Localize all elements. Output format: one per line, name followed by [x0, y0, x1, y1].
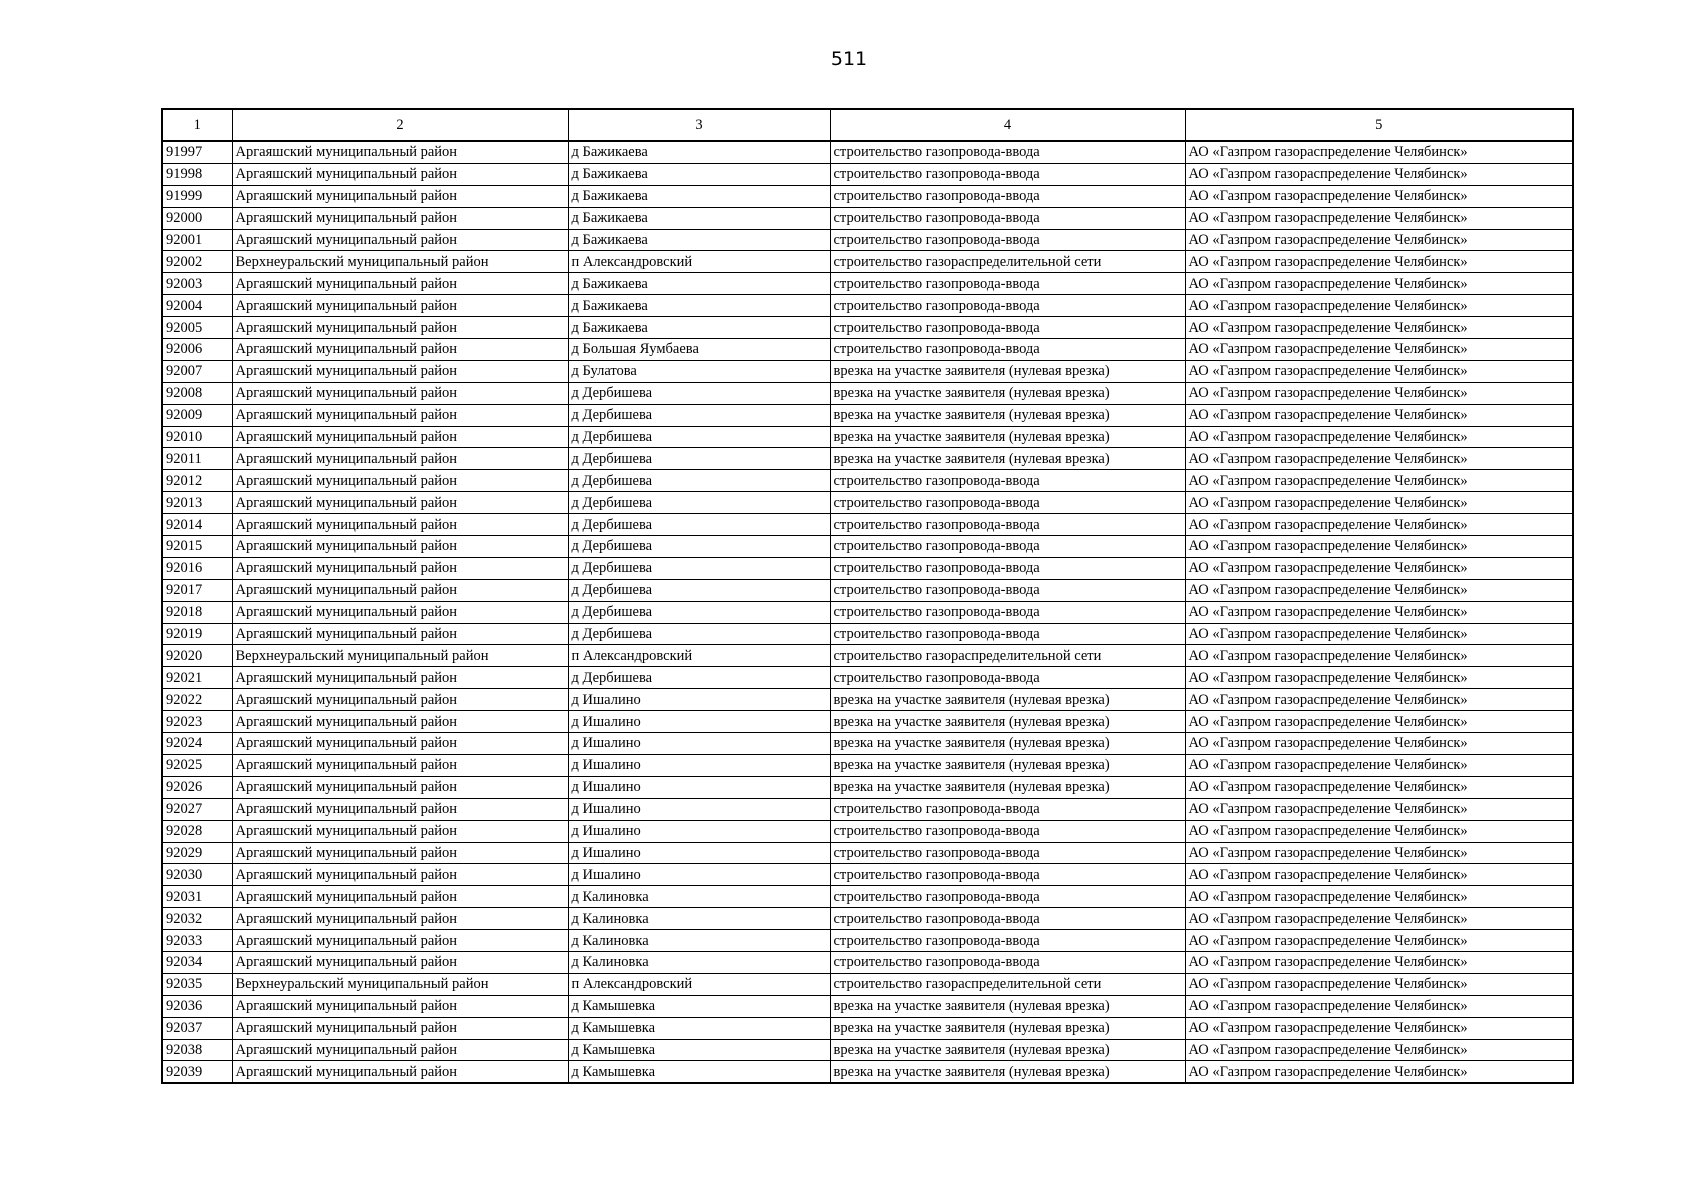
table-row — [162, 382, 1573, 404]
cell-settlement: д Ишалино — [568, 711, 830, 733]
table-body — [162, 141, 1573, 1083]
cell-number: 92013 — [162, 492, 232, 514]
cell-district: Аргаяшский муниципальный район — [232, 207, 568, 229]
cell-number: 92032 — [162, 908, 232, 930]
cell-organization: АО «Газпром газораспределение Челябинск» — [1185, 317, 1573, 339]
cell-work-type: врезка на участке заявителя (нулевая врезка) — [830, 711, 1185, 733]
cell-work-type: строительство газопровода-ввода — [830, 295, 1185, 317]
table-row — [162, 317, 1573, 339]
table-row — [162, 711, 1573, 733]
cell-number: 92027 — [162, 798, 232, 820]
table-row — [162, 951, 1573, 973]
cell-work-type: врезка на участке заявителя (нулевая врезка) — [830, 733, 1185, 755]
table-row — [162, 579, 1573, 601]
cell-district: Аргаяшский муниципальный район — [232, 1017, 568, 1039]
cell-district: Аргаяшский муниципальный район — [232, 360, 568, 382]
cell-organization: АО «Газпром газораспределение Челябинск» — [1185, 842, 1573, 864]
cell-work-type: врезка на участке заявителя (нулевая врезка) — [830, 382, 1185, 404]
cell-number: 92006 — [162, 339, 232, 361]
table-row — [162, 601, 1573, 623]
cell-district: Верхнеуральский муниципальный район — [232, 973, 568, 995]
cell-organization: АО «Газпром газораспределение Челябинск» — [1185, 229, 1573, 251]
table-row — [162, 623, 1573, 645]
cell-number: 92036 — [162, 995, 232, 1017]
cell-settlement: д Дербишева — [568, 382, 830, 404]
table-row — [162, 404, 1573, 426]
cell-organization: АО «Газпром газораспределение Челябинск» — [1185, 251, 1573, 273]
cell-organization: АО «Газпром газораспределение Челябинск» — [1185, 470, 1573, 492]
cell-district: Аргаяшский муниципальный район — [232, 689, 568, 711]
cell-district: Аргаяшский муниципальный район — [232, 141, 568, 163]
cell-settlement: д Бажикаева — [568, 317, 830, 339]
table-row — [162, 995, 1573, 1017]
cell-district: Аргаяшский муниципальный район — [232, 1061, 568, 1083]
cell-number: 92023 — [162, 711, 232, 733]
cell-organization: АО «Газпром газораспределение Челябинск» — [1185, 951, 1573, 973]
cell-organization: АО «Газпром газораспределение Челябинск» — [1185, 908, 1573, 930]
table-row — [162, 251, 1573, 273]
cell-settlement: д Большая Яумбаева — [568, 339, 830, 361]
table-row — [162, 733, 1573, 755]
cell-settlement: д Дербишева — [568, 667, 830, 689]
table-row — [162, 842, 1573, 864]
cell-work-type: строительство газопровода-ввода — [830, 229, 1185, 251]
cell-settlement: д Дербишева — [568, 579, 830, 601]
cell-number: 92024 — [162, 733, 232, 755]
table-header-row — [162, 109, 1573, 141]
cell-work-type: врезка на участке заявителя (нулевая врезка) — [830, 1061, 1185, 1083]
table-row — [162, 426, 1573, 448]
cell-work-type: строительство газопровода-ввода — [830, 514, 1185, 536]
cell-settlement: д Бажикаева — [568, 207, 830, 229]
cell-work-type: строительство газопровода-ввода — [830, 842, 1185, 864]
column-header-4: 4 — [830, 109, 1185, 141]
cell-settlement: д Бажикаева — [568, 273, 830, 295]
table-row — [162, 163, 1573, 185]
table-row — [162, 360, 1573, 382]
cell-work-type: строительство газопровода-ввода — [830, 667, 1185, 689]
cell-number: 92020 — [162, 645, 232, 667]
cell-number: 92018 — [162, 601, 232, 623]
cell-settlement: д Калиновка — [568, 951, 830, 973]
cell-number: 92035 — [162, 973, 232, 995]
cell-organization: АО «Газпром газораспределение Челябинск» — [1185, 141, 1573, 163]
cell-number: 92009 — [162, 404, 232, 426]
cell-work-type: строительство газопровода-ввода — [830, 273, 1185, 295]
cell-district: Аргаяшский муниципальный район — [232, 623, 568, 645]
table-row — [162, 229, 1573, 251]
cell-work-type: врезка на участке заявителя (нулевая врезка) — [830, 404, 1185, 426]
cell-number: 92004 — [162, 295, 232, 317]
cell-district: Аргаяшский муниципальный район — [232, 317, 568, 339]
cell-settlement: д Ишалино — [568, 798, 830, 820]
cell-organization: АО «Газпром газораспределение Челябинск» — [1185, 514, 1573, 536]
cell-work-type: строительство газопровода-ввода — [830, 339, 1185, 361]
cell-work-type: строительство газопровода-ввода — [830, 908, 1185, 930]
cell-settlement: д Камышевка — [568, 1039, 830, 1061]
cell-district: Аргаяшский муниципальный район — [232, 951, 568, 973]
cell-organization: АО «Газпром газораспределение Челябинск» — [1185, 864, 1573, 886]
cell-work-type: строительство газопровода-ввода — [830, 470, 1185, 492]
cell-work-type: строительство газопровода-ввода — [830, 579, 1185, 601]
table-row — [162, 689, 1573, 711]
cell-number: 92021 — [162, 667, 232, 689]
table-row — [162, 886, 1573, 908]
cell-settlement: д Дербишева — [568, 601, 830, 623]
cell-settlement: д Камышевка — [568, 1061, 830, 1083]
cell-organization: АО «Газпром газораспределение Челябинск» — [1185, 579, 1573, 601]
table-row — [162, 339, 1573, 361]
table-row — [162, 798, 1573, 820]
table-row — [162, 514, 1573, 536]
cell-district: Аргаяшский муниципальный район — [232, 776, 568, 798]
cell-work-type: врезка на участке заявителя (нулевая врезка) — [830, 776, 1185, 798]
cell-number: 92003 — [162, 273, 232, 295]
cell-number: 92026 — [162, 776, 232, 798]
cell-work-type: строительство газопровода-ввода — [830, 557, 1185, 579]
cell-district: Аргаяшский муниципальный район — [232, 492, 568, 514]
cell-work-type: врезка на участке заявителя (нулевая врезка) — [830, 448, 1185, 470]
cell-organization: АО «Газпром газораспределение Челябинск» — [1185, 886, 1573, 908]
table-row — [162, 754, 1573, 776]
cell-district: Аргаяшский муниципальный район — [232, 382, 568, 404]
cell-work-type: строительство газопровода-ввода — [830, 317, 1185, 339]
cell-work-type: строительство газопровода-ввода — [830, 886, 1185, 908]
cell-organization: АО «Газпром газораспределение Челябинск» — [1185, 185, 1573, 207]
cell-number: 91998 — [162, 163, 232, 185]
cell-number: 92038 — [162, 1039, 232, 1061]
cell-settlement: д Бажикаева — [568, 229, 830, 251]
cell-settlement: д Дербишева — [568, 536, 830, 558]
cell-district: Аргаяшский муниципальный район — [232, 295, 568, 317]
cell-district: Аргаяшский муниципальный район — [232, 229, 568, 251]
cell-organization: АО «Газпром газораспределение Челябинск» — [1185, 492, 1573, 514]
cell-number: 92031 — [162, 886, 232, 908]
cell-work-type: врезка на участке заявителя (нулевая врезка) — [830, 360, 1185, 382]
cell-district: Аргаяшский муниципальный район — [232, 711, 568, 733]
cell-organization: АО «Газпром газораспределение Челябинск» — [1185, 1017, 1573, 1039]
table-row — [162, 1017, 1573, 1039]
cell-settlement: д Ишалино — [568, 864, 830, 886]
cell-number: 92000 — [162, 207, 232, 229]
cell-settlement: д Дербишева — [568, 448, 830, 470]
cell-work-type: строительство газораспределительной сети — [830, 645, 1185, 667]
cell-organization: АО «Газпром газораспределение Челябинск» — [1185, 273, 1573, 295]
cell-settlement: д Дербишева — [568, 492, 830, 514]
cell-organization: АО «Газпром газораспределение Челябинск» — [1185, 973, 1573, 995]
cell-work-type: строительство газопровода-ввода — [830, 864, 1185, 886]
cell-number: 92005 — [162, 317, 232, 339]
cell-organization: АО «Газпром газораспределение Челябинск» — [1185, 448, 1573, 470]
table-row — [162, 930, 1573, 952]
column-header-1: 1 — [162, 109, 232, 141]
cell-organization: АО «Газпром газораспределение Челябинск» — [1185, 536, 1573, 558]
table-row — [162, 645, 1573, 667]
table-row — [162, 273, 1573, 295]
cell-settlement: д Дербишева — [568, 514, 830, 536]
cell-district: Верхнеуральский муниципальный район — [232, 251, 568, 273]
table-row — [162, 864, 1573, 886]
cell-organization: АО «Газпром газораспределение Челябинск» — [1185, 711, 1573, 733]
cell-work-type: врезка на участке заявителя (нулевая врезка) — [830, 995, 1185, 1017]
cell-organization: АО «Газпром газораспределение Челябинск» — [1185, 601, 1573, 623]
cell-organization: АО «Газпром газораспределение Челябинск» — [1185, 645, 1573, 667]
cell-district: Аргаяшский муниципальный район — [232, 667, 568, 689]
page-number: 511 — [830, 48, 868, 70]
table-row — [162, 207, 1573, 229]
table-row — [162, 536, 1573, 558]
cell-organization: АО «Газпром газораспределение Челябинск» — [1185, 623, 1573, 645]
cell-work-type: строительство газопровода-ввода — [830, 623, 1185, 645]
table-row — [162, 295, 1573, 317]
cell-number: 92025 — [162, 754, 232, 776]
cell-district: Аргаяшский муниципальный район — [232, 820, 568, 842]
cell-settlement: д Ишалино — [568, 733, 830, 755]
cell-district: Аргаяшский муниципальный район — [232, 864, 568, 886]
cell-settlement: д Калиновка — [568, 886, 830, 908]
cell-organization: АО «Газпром газораспределение Челябинск» — [1185, 426, 1573, 448]
cell-number: 92029 — [162, 842, 232, 864]
cell-number: 92034 — [162, 951, 232, 973]
table-row — [162, 185, 1573, 207]
cell-settlement: п Александровский — [568, 973, 830, 995]
cell-work-type: врезка на участке заявителя (нулевая врезка) — [830, 754, 1185, 776]
cell-district: Аргаяшский муниципальный район — [232, 579, 568, 601]
cell-organization: АО «Газпром газораспределение Челябинск» — [1185, 1061, 1573, 1083]
cell-work-type: строительство газопровода-ввода — [830, 141, 1185, 163]
cell-organization: АО «Газпром газораспределение Челябинск» — [1185, 689, 1573, 711]
table-row — [162, 492, 1573, 514]
cell-number: 91997 — [162, 141, 232, 163]
table-row — [162, 973, 1573, 995]
cell-organization: АО «Газпром газораспределение Челябинск» — [1185, 733, 1573, 755]
cell-settlement: д Бажикаева — [568, 163, 830, 185]
cell-district: Аргаяшский муниципальный район — [232, 426, 568, 448]
table-row — [162, 776, 1573, 798]
cell-organization: АО «Газпром газораспределение Челябинск» — [1185, 667, 1573, 689]
cell-organization: АО «Газпром газораспределение Челябинск» — [1185, 207, 1573, 229]
cell-number: 92012 — [162, 470, 232, 492]
cell-settlement: п Александровский — [568, 251, 830, 273]
cell-district: Аргаяшский муниципальный район — [232, 995, 568, 1017]
column-header-3: 3 — [568, 109, 830, 141]
cell-organization: АО «Газпром газораспределение Челябинск» — [1185, 360, 1573, 382]
cell-number: 92028 — [162, 820, 232, 842]
cell-organization: АО «Газпром газораспределение Челябинск» — [1185, 820, 1573, 842]
cell-organization: АО «Газпром газораспределение Челябинск» — [1185, 295, 1573, 317]
cell-number: 92014 — [162, 514, 232, 536]
cell-work-type: врезка на участке заявителя (нулевая врезка) — [830, 689, 1185, 711]
cell-number: 92007 — [162, 360, 232, 382]
cell-district: Аргаяшский муниципальный район — [232, 754, 568, 776]
cell-organization: АО «Газпром газораспределение Челябинск» — [1185, 163, 1573, 185]
cell-organization: АО «Газпром газораспределение Челябинск» — [1185, 798, 1573, 820]
cell-number: 92016 — [162, 557, 232, 579]
register-table — [161, 108, 1574, 1084]
cell-district: Аргаяшский муниципальный район — [232, 185, 568, 207]
table-row — [162, 470, 1573, 492]
cell-work-type: строительство газопровода-ввода — [830, 798, 1185, 820]
cell-work-type: строительство газораспределительной сети — [830, 973, 1185, 995]
cell-district: Аргаяшский муниципальный район — [232, 886, 568, 908]
cell-district: Аргаяшский муниципальный район — [232, 339, 568, 361]
cell-organization: АО «Газпром газораспределение Челябинск» — [1185, 930, 1573, 952]
cell-organization: АО «Газпром газораспределение Челябинск» — [1185, 995, 1573, 1017]
cell-work-type: строительство газопровода-ввода — [830, 601, 1185, 623]
cell-number: 92010 — [162, 426, 232, 448]
cell-district: Верхнеуральский муниципальный район — [232, 645, 568, 667]
cell-district: Аргаяшский муниципальный район — [232, 557, 568, 579]
cell-number: 92002 — [162, 251, 232, 273]
cell-number: 92033 — [162, 930, 232, 952]
cell-settlement: д Бажикаева — [568, 295, 830, 317]
cell-work-type: строительство газопровода-ввода — [830, 163, 1185, 185]
cell-number: 92019 — [162, 623, 232, 645]
column-header-5: 5 — [1185, 109, 1573, 141]
cell-district: Аргаяшский муниципальный район — [232, 404, 568, 426]
cell-work-type: строительство газопровода-ввода — [830, 951, 1185, 973]
cell-settlement: д Булатова — [568, 360, 830, 382]
cell-settlement: д Камышевка — [568, 995, 830, 1017]
cell-district: Аргаяшский муниципальный район — [232, 1039, 568, 1061]
table-row — [162, 820, 1573, 842]
cell-work-type: врезка на участке заявителя (нулевая врезка) — [830, 1039, 1185, 1061]
cell-district: Аргаяшский муниципальный район — [232, 733, 568, 755]
cell-settlement: д Бажикаева — [568, 185, 830, 207]
cell-settlement: д Ишалино — [568, 842, 830, 864]
cell-district: Аргаяшский муниципальный район — [232, 163, 568, 185]
cell-organization: АО «Газпром газораспределение Челябинск» — [1185, 776, 1573, 798]
cell-work-type: строительство газопровода-ввода — [830, 207, 1185, 229]
cell-organization: АО «Газпром газораспределение Челябинск» — [1185, 1039, 1573, 1061]
cell-number: 92037 — [162, 1017, 232, 1039]
cell-district: Аргаяшский муниципальный район — [232, 930, 568, 952]
cell-number: 92008 — [162, 382, 232, 404]
table-row — [162, 448, 1573, 470]
cell-work-type: врезка на участке заявителя (нулевая врезка) — [830, 426, 1185, 448]
cell-settlement: д Ишалино — [568, 776, 830, 798]
cell-district: Аргаяшский муниципальный район — [232, 908, 568, 930]
cell-organization: АО «Газпром газораспределение Челябинск» — [1185, 557, 1573, 579]
cell-settlement: д Дербишева — [568, 470, 830, 492]
cell-work-type: строительство газораспределительной сети — [830, 251, 1185, 273]
cell-settlement: д Бажикаева — [568, 141, 830, 163]
table-row — [162, 1039, 1573, 1061]
cell-district: Аргаяшский муниципальный район — [232, 470, 568, 492]
table-row — [162, 557, 1573, 579]
cell-district: Аргаяшский муниципальный район — [232, 273, 568, 295]
cell-number: 92011 — [162, 448, 232, 470]
cell-settlement: д Калиновка — [568, 930, 830, 952]
cell-settlement: д Ишалино — [568, 754, 830, 776]
cell-work-type: строительство газопровода-ввода — [830, 185, 1185, 207]
cell-work-type: строительство газопровода-ввода — [830, 492, 1185, 514]
cell-work-type: строительство газопровода-ввода — [830, 820, 1185, 842]
cell-district: Аргаяшский муниципальный район — [232, 514, 568, 536]
cell-settlement: п Александровский — [568, 645, 830, 667]
cell-number: 92015 — [162, 536, 232, 558]
cell-number: 92017 — [162, 579, 232, 601]
cell-district: Аргаяшский муниципальный район — [232, 601, 568, 623]
cell-number: 92022 — [162, 689, 232, 711]
cell-settlement: д Камышевка — [568, 1017, 830, 1039]
cell-settlement: д Калиновка — [568, 908, 830, 930]
cell-organization: АО «Газпром газораспределение Челябинск» — [1185, 382, 1573, 404]
cell-number: 92001 — [162, 229, 232, 251]
column-header-2: 2 — [232, 109, 568, 141]
table-row — [162, 908, 1573, 930]
cell-district: Аргаяшский муниципальный район — [232, 842, 568, 864]
cell-number: 92039 — [162, 1061, 232, 1083]
cell-work-type: строительство газопровода-ввода — [830, 930, 1185, 952]
cell-organization: АО «Газпром газораспределение Челябинск» — [1185, 404, 1573, 426]
cell-settlement: д Дербишева — [568, 404, 830, 426]
cell-settlement: д Дербишева — [568, 623, 830, 645]
cell-district: Аргаяшский муниципальный район — [232, 536, 568, 558]
cell-district: Аргаяшский муниципальный район — [232, 448, 568, 470]
table-row — [162, 141, 1573, 163]
cell-organization: АО «Газпром газораспределение Челябинск» — [1185, 754, 1573, 776]
cell-district: Аргаяшский муниципальный район — [232, 798, 568, 820]
cell-settlement: д Дербишева — [568, 557, 830, 579]
table-row — [162, 1061, 1573, 1083]
cell-work-type: врезка на участке заявителя (нулевая врезка) — [830, 1017, 1185, 1039]
cell-organization: АО «Газпром газораспределение Челябинск» — [1185, 339, 1573, 361]
cell-number: 91999 — [162, 185, 232, 207]
cell-settlement: д Ишалино — [568, 820, 830, 842]
cell-settlement: д Дербишева — [568, 426, 830, 448]
cell-number: 92030 — [162, 864, 232, 886]
cell-settlement: д Ишалино — [568, 689, 830, 711]
cell-work-type: строительство газопровода-ввода — [830, 536, 1185, 558]
table-row — [162, 667, 1573, 689]
